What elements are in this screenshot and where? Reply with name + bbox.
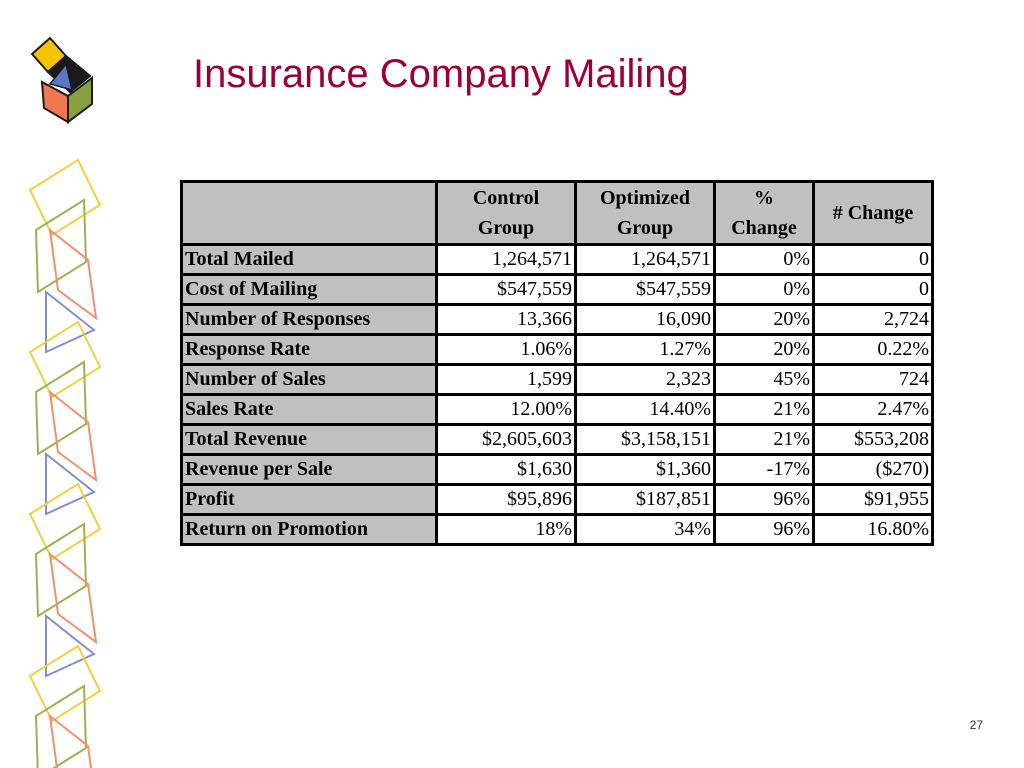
pct-change-value: 45% — [715, 365, 814, 395]
header-pct-line1: % — [754, 187, 774, 209]
header-pct-line2: Change — [731, 217, 797, 239]
header-optimized-line2: Group — [616, 217, 674, 239]
control-value: 18% — [437, 515, 576, 545]
optimized-value: 1.27% — [576, 335, 715, 365]
optimized-value: 14.40% — [576, 395, 715, 425]
table-row — [182, 425, 933, 455]
control-value: $95,896 — [437, 485, 576, 515]
num-change-value: $553,208 — [814, 425, 933, 455]
header-control-line2: Group — [477, 217, 535, 239]
num-change-value: ($270) — [814, 455, 933, 485]
optimized-value: 2,323 — [576, 365, 715, 395]
header-num-change: # Change — [814, 182, 933, 245]
table-row — [182, 455, 933, 485]
header-optimized-line1: Optimized — [600, 187, 690, 209]
row-label: Number of Sales — [182, 365, 437, 395]
num-change-value: 724 — [814, 365, 933, 395]
row-label: Cost of Mailing — [182, 275, 437, 305]
decorative-sidebar — [0, 0, 130, 768]
table-header-row — [182, 182, 933, 245]
num-change-value: 0 — [814, 275, 933, 305]
num-change-value: 2.47% — [814, 395, 933, 425]
header-control-line1: Control — [472, 187, 540, 209]
pct-change-value: 20% — [715, 305, 814, 335]
optimized-value: $3,158,151 — [576, 425, 715, 455]
row-label: Return on Promotion — [182, 515, 437, 545]
num-change-value: 16.80% — [814, 515, 933, 545]
slide-title: Insurance Company Mailing — [193, 52, 689, 96]
header-pct-change — [715, 182, 814, 245]
num-change-value: 0.22% — [814, 335, 933, 365]
pct-change-value: 0% — [715, 245, 814, 275]
optimized-value: 1,264,571 — [576, 245, 715, 275]
optimized-value: $187,851 — [576, 485, 715, 515]
pct-change-value: 96% — [715, 515, 814, 545]
table-row — [182, 365, 933, 395]
table-row — [182, 305, 933, 335]
logo-cube-icon — [32, 38, 92, 122]
table-row — [182, 515, 933, 545]
table-row — [182, 275, 933, 305]
row-label: Total Revenue — [182, 425, 437, 455]
pct-change-value: 21% — [715, 425, 814, 455]
row-label: Profit — [182, 485, 437, 515]
optimized-value: 16,090 — [576, 305, 715, 335]
control-value: 12.00% — [437, 395, 576, 425]
row-label: Revenue per Sale — [182, 455, 437, 485]
num-change-value: 2,724 — [814, 305, 933, 335]
table-row — [182, 335, 933, 365]
header-control-group — [437, 182, 576, 245]
control-value: 1,599 — [437, 365, 576, 395]
control-value: 13,366 — [437, 305, 576, 335]
row-label: Total Mailed — [182, 245, 437, 275]
row-label: Response Rate — [182, 335, 437, 365]
header-optimized-group — [576, 182, 715, 245]
optimized-value: $547,559 — [576, 275, 715, 305]
table-body — [182, 245, 933, 545]
table-row — [182, 395, 933, 425]
control-value: $1,630 — [437, 455, 576, 485]
pct-change-value: 0% — [715, 275, 814, 305]
row-label: Sales Rate — [182, 395, 437, 425]
control-value: $2,605,603 — [437, 425, 576, 455]
num-change-value: $91,955 — [814, 485, 933, 515]
control-value: 1.06% — [437, 335, 576, 365]
num-change-value: 0 — [814, 245, 933, 275]
table-row — [182, 245, 933, 275]
pct-change-value: 21% — [715, 395, 814, 425]
optimized-value: 34% — [576, 515, 715, 545]
pct-change-value: 20% — [715, 335, 814, 365]
table-row — [182, 485, 933, 515]
row-label: Number of Responses — [182, 305, 437, 335]
control-value: $547,559 — [437, 275, 576, 305]
pct-change-value: -17% — [715, 455, 814, 485]
decor-pattern — [30, 160, 100, 768]
control-value: 1,264,571 — [437, 245, 576, 275]
mailing-results-table — [180, 180, 934, 546]
page-number: 27 — [969, 718, 983, 732]
header-blank — [182, 182, 437, 245]
optimized-value: $1,360 — [576, 455, 715, 485]
pct-change-value: 96% — [715, 485, 814, 515]
